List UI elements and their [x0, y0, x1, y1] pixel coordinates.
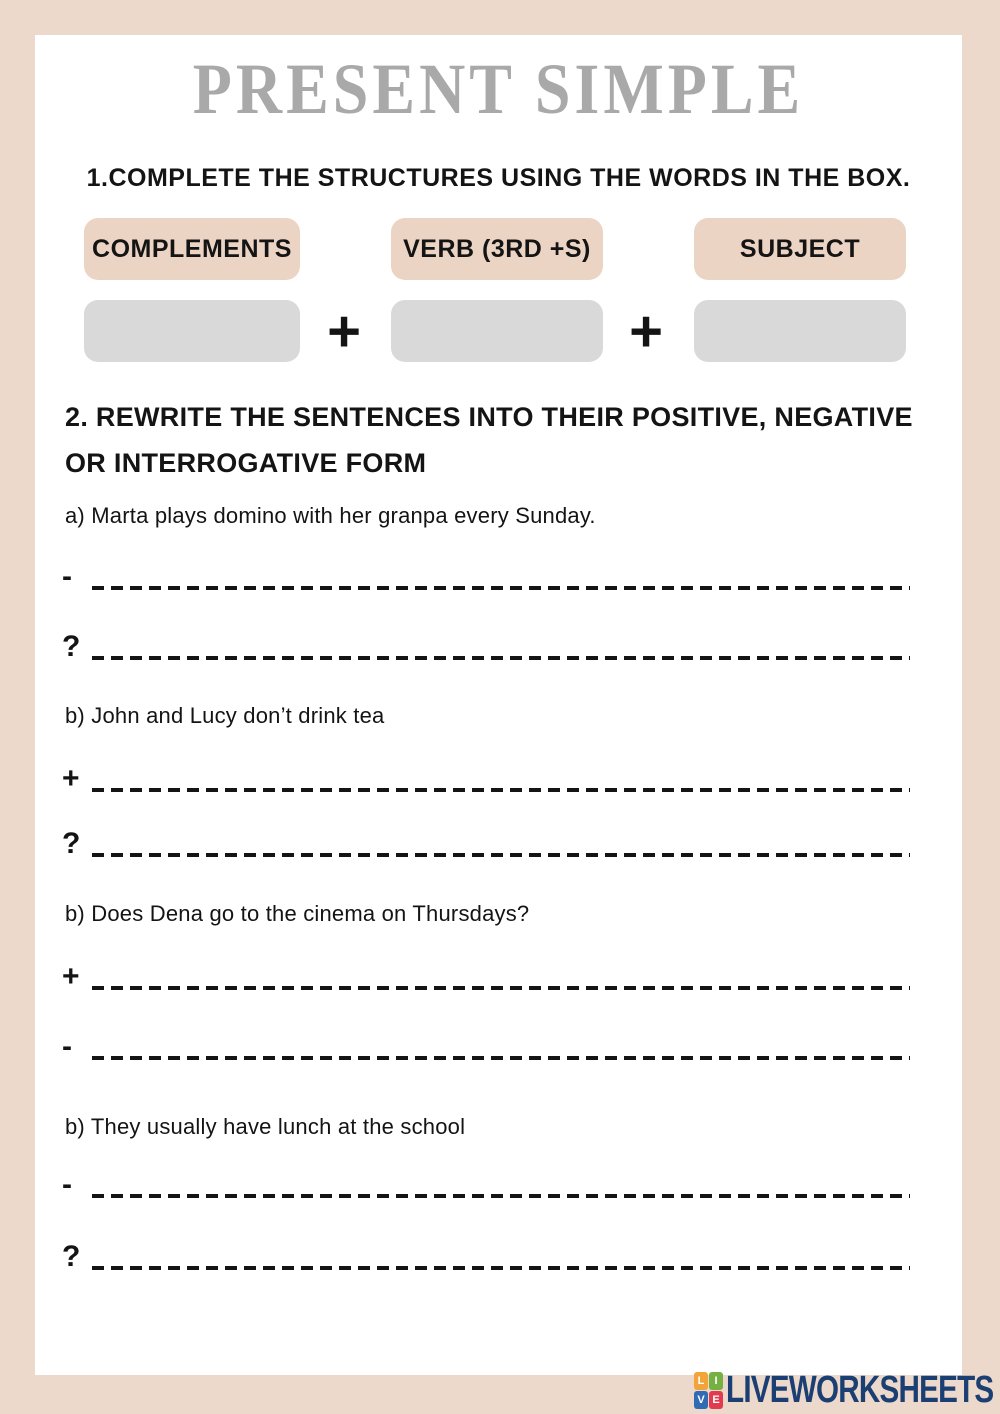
exercise1-instruction: 1.COMPLETE THE STRUCTURES USING THE WORDS IN THE BOX. — [86, 164, 911, 192]
logo-cell-i: I — [709, 1372, 723, 1390]
sentence-b3: b) They usually have lunch at the school — [65, 1114, 466, 1139]
worksheet-title: PRESENT SIMPLE — [192, 49, 805, 129]
line-prefix: - — [62, 1168, 72, 1201]
logo-cell-e: E — [709, 1391, 723, 1409]
structure-answer-box-1[interactable] — [84, 300, 300, 362]
answer-line[interactable] — [62, 620, 910, 662]
line-prefix: + — [62, 960, 80, 993]
exercise2-instruction: 2. REWRITE THE SENTENCES INTO THEIR POSITIVE, NEGATIVE OR INTERROGATIVE FORM — [65, 402, 913, 478]
answer-line[interactable] — [62, 1020, 910, 1062]
dashed-write-line[interactable] — [92, 788, 910, 792]
sentence-a: a) Marta plays domino with her granpa every Sunday. — [65, 503, 596, 528]
answer-line[interactable] — [62, 1158, 910, 1200]
answer-line[interactable] — [62, 550, 910, 592]
word-box-verb: VERB (3RD +S) — [391, 218, 603, 280]
answer-line[interactable] — [62, 950, 910, 992]
dashed-write-line[interactable] — [92, 853, 910, 857]
sentence-b2: b) Does Dena go to the cinema on Thursdays? — [65, 901, 530, 926]
sentence-b1: b) John and Lucy don’t drink tea — [65, 703, 385, 728]
dashed-write-line[interactable] — [92, 1194, 910, 1198]
line-prefix: + — [62, 762, 80, 795]
dashed-write-line[interactable] — [92, 1266, 910, 1270]
plus-sign-1: + — [327, 298, 361, 364]
dashed-write-line[interactable] — [92, 656, 910, 660]
dashed-write-line[interactable] — [92, 586, 910, 590]
structure-answer-box-2[interactable] — [391, 300, 603, 362]
liveworksheets-wordmark: LIVEWORKSHEETS — [726, 1369, 994, 1411]
word-box-subject: SUBJECT — [694, 218, 906, 280]
line-prefix: - — [62, 560, 72, 593]
structure-answer-box-3[interactable] — [694, 300, 906, 362]
line-prefix: ? — [62, 827, 81, 860]
answer-line[interactable] — [62, 752, 910, 794]
line-prefix: ? — [62, 630, 81, 663]
logo-cell-v: V — [694, 1391, 708, 1409]
logo-cell-l: L — [694, 1372, 708, 1390]
answer-line[interactable] — [62, 817, 910, 859]
dashed-write-line[interactable] — [92, 1056, 910, 1060]
line-prefix: ? — [62, 1240, 81, 1273]
line-prefix: - — [62, 1030, 72, 1063]
liveworksheets-logo[interactable] — [694, 1369, 1000, 1411]
plus-sign-2: + — [629, 298, 663, 364]
liveworksheets-grid-icon — [694, 1372, 723, 1409]
dashed-write-line[interactable] — [92, 986, 910, 990]
word-box-complements: COMPLEMENTS — [84, 218, 300, 280]
answer-line[interactable] — [62, 1230, 910, 1272]
